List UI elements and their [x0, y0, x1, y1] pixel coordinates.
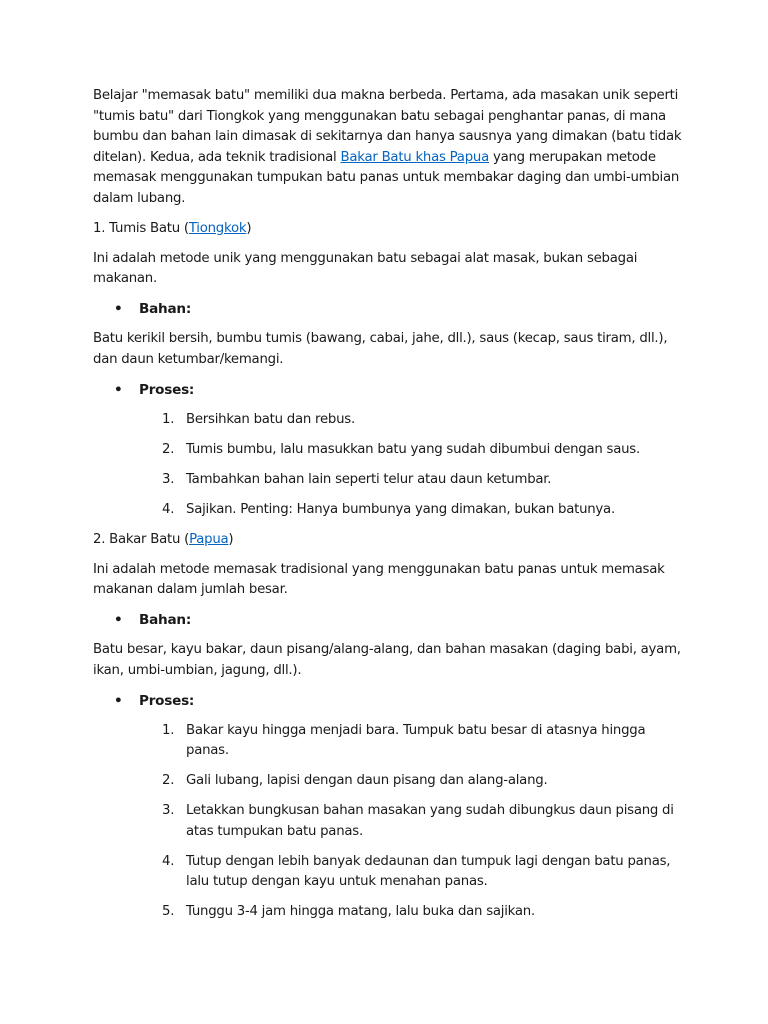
list-item: [93, 410, 683, 431]
section1-proses-bullet: [93, 380, 683, 401]
link-bakar-batu-papua[interactable]: Bakar Batu khas Papua: [340, 149, 489, 165]
step-text: Bersihkan batu dan rebus.: [186, 411, 355, 427]
section2-bahan-label: Bahan:: [139, 612, 191, 628]
step-text: Gali lubang, lapisi dengan daun pisang dan alang-alang.: [186, 773, 548, 788]
list-item: [93, 470, 683, 491]
section1-bahan-text: Batu kerikil bersih, bumbu tumis (bawang, cabai, jahe, dll.), saus (kecap, saus tiram, dll.), dan daun ketumbar/kemangi.: [93, 331, 668, 367]
section1-heading-prefix: 1. Tumis Batu (: [93, 220, 189, 236]
step-number: 3.: [162, 471, 175, 487]
bullet-item: [93, 299, 683, 320]
intro-text-after-link: yang merupakan metode memasak menggunakan tumpukan batu panas untuk membakar daging dan umbi-umbian dalam lubang.: [93, 149, 680, 206]
step-text: Tambahkan bahan lain seperti telur atau daun ketumbar.: [186, 471, 552, 487]
section2-bahan-bullet: [93, 610, 683, 631]
list-item: [93, 500, 683, 521]
section2-proses-bullet: [93, 691, 683, 712]
step-text: Letakkan bungkusan bahan masakan yang sudah dibungkus daun pisang di atas tumpukan batu panas.: [186, 803, 674, 839]
bullet-item: [93, 691, 683, 712]
section2-heading: [93, 530, 683, 551]
step-number: 1.: [162, 411, 175, 427]
section1-heading: [93, 219, 683, 240]
section2-description: Ini adalah metode memasak tradisional yang menggunakan batu panas untuk memasak makanan dalam jumlah besar.: [93, 561, 665, 597]
intro-paragraph: [93, 86, 683, 209]
step-text: Bakar kayu hingga menjadi bara. Tumpuk batu besar di atasnya hingga panas.: [186, 722, 646, 758]
step-number: 1.: [162, 722, 175, 738]
step-number: 2.: [162, 773, 175, 788]
list-item: [93, 721, 683, 762]
step-text: Tunggu 3-4 jam hingga matang, lalu buka dan sajikan.: [186, 904, 535, 919]
step-text: Tutup dengan lebih banyak dedaunan dan tumpuk lagi dengan batu panas, lalu tutup dengan kayu untuk menahan panas.: [186, 853, 671, 889]
intro-text-before-link: Belajar "memasak batu" memiliki dua makna berbeda. Pertama, ada masakan unik seperti "tumis batu" dari Tiongkok yang menggunakan batu sebagai penghantar panas, di mana bumbu dan bahan lain dimasak di sekitarnya dan hanya sausnya yang dimakan (batu tidak ditelan). Kedua, ada teknik tradisional: [93, 88, 682, 165]
step-number: 3.: [162, 803, 175, 818]
section2-steps: [93, 721, 683, 923]
section1-bahan-label: Bahan:: [139, 301, 191, 317]
list-item: [93, 852, 683, 893]
section1-proses-label: Proses:: [139, 381, 195, 398]
section1-steps: [93, 410, 683, 521]
section2-heading-prefix: 2. Bakar Batu (: [93, 531, 190, 547]
step-number: 4.: [162, 501, 175, 517]
link-tiongkok[interactable]: Tiongkok: [188, 220, 247, 236]
list-item: [93, 902, 683, 923]
link-papua[interactable]: Papua: [189, 531, 229, 547]
bullet-dot-icon: •: [114, 381, 123, 398]
step-number: 5.: [162, 904, 175, 919]
section1-description: Ini adalah metode unik yang menggunakan batu sebagai alat masak, bukan sebagai makanan.: [93, 250, 638, 286]
section2-bahan-text: Batu besar, kayu bakar, daun pisang/alang-alang, dan bahan masakan (daging babi, ayam, ikan, umbi-umbian, jagung, dll.).: [93, 642, 681, 678]
bullet-dot-icon: •: [114, 301, 123, 317]
document-body: [93, 86, 683, 932]
section2-proses-label: Proses:: [139, 692, 195, 709]
bullet-dot-icon: •: [114, 692, 123, 709]
list-item: [93, 440, 683, 461]
list-item: [93, 771, 683, 792]
section2-heading-suffix: ): [228, 531, 234, 547]
section1-heading-suffix: ): [246, 220, 252, 236]
section1-bahan-bullet: [93, 299, 683, 320]
step-number: 2.: [162, 441, 175, 457]
step-number: 4.: [162, 853, 175, 869]
list-item: [93, 801, 683, 842]
step-text: Tumis bumbu, lalu masukkan batu yang sudah dibumbui dengan saus.: [186, 441, 640, 457]
bullet-item: [93, 380, 683, 401]
bullet-dot-icon: •: [114, 612, 123, 628]
step-text: Sajikan. Penting: Hanya bumbunya yang dimakan, bukan batunya.: [186, 501, 615, 517]
bullet-item: [93, 610, 683, 631]
